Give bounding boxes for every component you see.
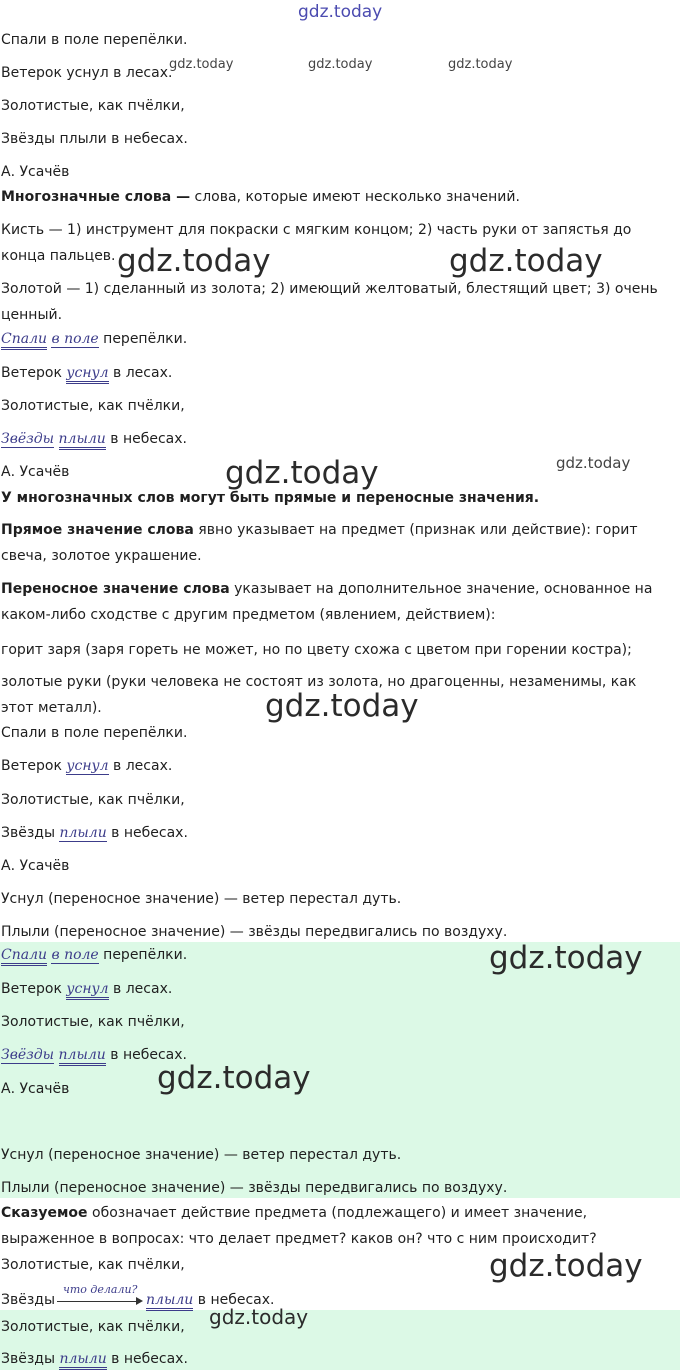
explanation-line: Плыли (переносное значение) — звёзды передвигались по воздуху. bbox=[1, 1180, 508, 1196]
definition-text: слова, которые имеют несколько значений. bbox=[190, 189, 520, 205]
subject-word: Спали bbox=[1, 331, 47, 350]
adverbial-word: в поле bbox=[51, 947, 99, 963]
watermark: gdz.today bbox=[169, 57, 234, 72]
direct-meaning-paragraph bbox=[1, 517, 671, 569]
poem-line: Золотистые, как пчёлки, bbox=[1, 1014, 185, 1030]
subject-word: Звёзды bbox=[1, 431, 55, 447]
predicate-word: плыли bbox=[146, 1292, 193, 1311]
poem-text: Ветерок bbox=[1, 365, 67, 381]
example-zolotoy: Золотой — 1) сделанный из золота; 2) имеющий желтоватый, блестящий цвет; 3) очень ценный. bbox=[1, 281, 658, 323]
predicate-paragraph bbox=[1, 1200, 671, 1252]
watermark: gdz.today bbox=[489, 940, 643, 976]
poem-author: А. Усачёв bbox=[1, 858, 70, 874]
poem-line bbox=[1, 824, 188, 842]
definition-term: Многозначные слова — bbox=[1, 189, 191, 205]
poem-text: Звёзды bbox=[1, 825, 60, 841]
question-arrow bbox=[57, 1283, 143, 1305]
watermark: gdz.today bbox=[308, 57, 373, 72]
predicate-word: плыли bbox=[59, 1047, 106, 1066]
watermark: gdz.today bbox=[556, 454, 631, 472]
definition-paragraph bbox=[1, 188, 520, 206]
predicate-word: плыли bbox=[59, 1351, 106, 1370]
poem-line bbox=[1, 946, 187, 964]
predicate-term: Сказуемое bbox=[1, 1205, 88, 1221]
direct-term: Прямое значение слова bbox=[1, 522, 194, 538]
poem-text: перепёлки. bbox=[98, 331, 188, 347]
watermark: gdz.today bbox=[209, 1305, 309, 1329]
adverbial-word: в поле bbox=[51, 331, 99, 347]
poem-line bbox=[1, 980, 172, 998]
predicate-word: уснул bbox=[66, 758, 109, 774]
poem-text: Звёзды bbox=[1, 1351, 60, 1367]
poem-text: в небесах. bbox=[105, 1047, 187, 1063]
watermark: gdz.today bbox=[157, 1060, 311, 1096]
watermark: gdz.today bbox=[448, 57, 513, 72]
theory-intro bbox=[1, 489, 539, 507]
figurative-text: указывает на дополнительное значение, основанное на каком-либо сходстве с другим предметом (явлением, действием): bbox=[1, 581, 653, 623]
example-kist: Кисть — 1) инструмент для покраски с мягким концом; 2) часть руки от запястья до конца пальцев. bbox=[1, 222, 632, 264]
poem-line bbox=[1, 430, 187, 448]
poem-line: Золотистые, как пчёлки, bbox=[1, 398, 185, 414]
example-line: горит заря (заря гореть не может, но по цвету схожа с цветом при горении костра); bbox=[1, 642, 632, 658]
predicate-word: плыли bbox=[59, 825, 107, 841]
poem-text: в небесах. bbox=[193, 1292, 275, 1308]
poem-line bbox=[1, 1350, 188, 1368]
theory-intro-text: У многозначных слов могут быть прямые и переносные значения. bbox=[1, 490, 540, 506]
poem-text: в небесах. bbox=[106, 1351, 188, 1367]
predicate-word: уснул bbox=[66, 365, 108, 384]
subject-word: Спали bbox=[1, 947, 47, 966]
explanation-line: Плыли (переносное значение) — звёзды передвигались по воздуху. bbox=[1, 924, 508, 940]
direct-text: явно указывает на предмет (признак или действие): горит свеча, золотое украшение. bbox=[1, 522, 638, 564]
poem-line: Золотистые, как пчёлки, bbox=[1, 98, 185, 114]
watermark: gdz.today bbox=[489, 1248, 643, 1284]
watermark: gdz.today bbox=[117, 243, 271, 279]
poem-line bbox=[1, 364, 172, 382]
poem-line: Спали в поле перепёлки. bbox=[1, 32, 188, 48]
question-label: что делали? bbox=[63, 1283, 138, 1296]
subject-word: Звёзды bbox=[1, 1047, 55, 1063]
poem-line: Золотистые, как пчёлки, bbox=[1, 1319, 185, 1335]
watermark: gdz.today bbox=[225, 455, 379, 491]
watermark: gdz.today bbox=[449, 243, 603, 279]
poem-line bbox=[1, 330, 187, 348]
poem-line: Спали в поле перепёлки. bbox=[1, 725, 188, 741]
poem-text: в небесах. bbox=[106, 825, 188, 841]
explanation-line: Уснул (переносное значение) — ветер перестал дуть. bbox=[1, 891, 402, 907]
poem-author: А. Усачёв bbox=[1, 164, 70, 180]
poem-line: Золотистые, как пчёлки, bbox=[1, 1257, 185, 1273]
poem-line: Звёзды плыли в небесах. bbox=[1, 131, 188, 147]
poem-line bbox=[1, 757, 172, 775]
watermark: gdz.today bbox=[298, 2, 383, 22]
figurative-meaning-paragraph bbox=[1, 576, 671, 628]
watermark: gdz.today bbox=[265, 688, 419, 724]
poem-author: А. Усачёв bbox=[1, 464, 70, 480]
predicate-word: уснул bbox=[66, 981, 108, 1000]
figurative-term: Переносное значение слова bbox=[1, 581, 230, 597]
poem-text: в лесах. bbox=[108, 365, 173, 381]
poem-line: Ветерок уснул в лесах. bbox=[1, 65, 173, 81]
poem-text: Ветерок bbox=[1, 758, 67, 774]
poem-text: перепёлки. bbox=[98, 947, 188, 963]
poem-author: А. Усачёв bbox=[1, 1081, 70, 1097]
predicate-word: плыли bbox=[59, 431, 106, 450]
poem-text: Ветерок bbox=[1, 981, 67, 997]
poem-text: в лесах. bbox=[108, 981, 173, 997]
poem-text: в лесах. bbox=[108, 758, 173, 774]
explanation-line: Уснул (переносное значение) — ветер перестал дуть. bbox=[1, 1147, 402, 1163]
poem-text: в небесах. bbox=[105, 431, 187, 447]
example-line: золотые руки (руки человека не состоят из золота, но драгоценны, незаменимы, как этот металл). bbox=[1, 674, 637, 716]
predicate-text: обозначает действие предмета (подлежащего) и имеет значение, выраженное в вопросах: что делает предмет? каков он? что с ним происходит? bbox=[1, 1205, 597, 1247]
poem-text: Звёзды bbox=[1, 1292, 56, 1308]
poem-line: Золотистые, как пчёлки, bbox=[1, 792, 185, 808]
